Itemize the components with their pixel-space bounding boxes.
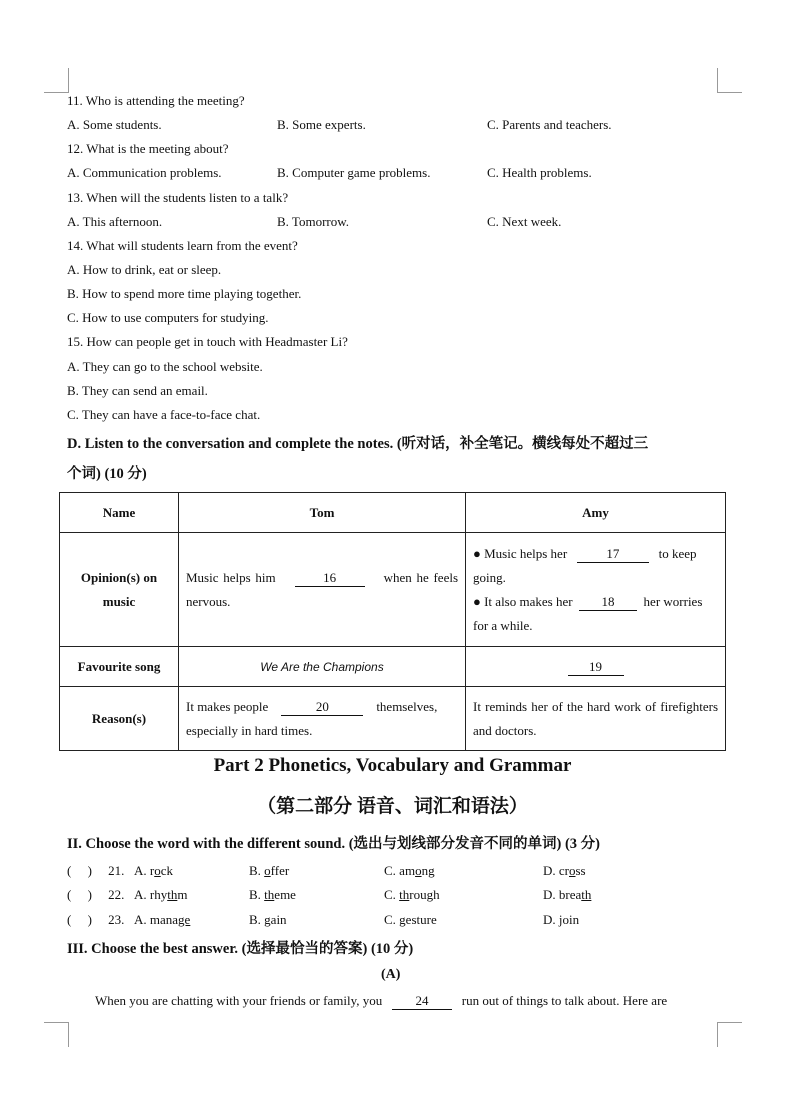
text: A. rhy [134,887,168,902]
option: B. How to spend more time playing together. [67,286,302,301]
text: ● It also makes her [473,593,573,609]
question-number-21: ( ) 21. [67,863,125,878]
underlined-letters: ge [178,912,191,927]
phonetic-option [384,912,437,928]
option: B. Some experts. [277,117,366,132]
phonetic-option [249,912,287,928]
text: ck [160,863,173,878]
amy-opinion [466,533,726,647]
part2-title: Part 2 Phonetics, Vocabulary and Grammar [213,755,572,776]
option: C. Parents and teachers. [487,117,612,132]
text: D. [543,912,559,927]
passage-label: (A) [381,967,401,982]
underlined-letters: g [399,912,406,927]
option: A. They can go to the school website. [67,359,263,374]
underlined-letters: th [167,887,178,902]
option: C. Health problems. [487,165,592,180]
text: her worries for a while. [473,593,703,633]
tom-song: We Are the Champions [179,647,466,687]
section-d-heading-cont: 个词) (10 分) [67,466,147,482]
text: ain [270,912,287,927]
blank-16: 16 [295,570,365,587]
section-ii-heading: II. Choose the word with the different sound. (选出与划线部分发音不同的单词) (3 分) [67,836,601,852]
header-amy: Amy [466,493,726,533]
phonetic-option [134,887,187,903]
underlined-letters: j [558,912,563,927]
option: C. How to use computers for studying. [67,310,269,325]
text: When you are chatting with your friends or family, you [95,993,383,1008]
text: ng [421,863,435,878]
text: ss [575,863,586,878]
amy-song [466,647,726,687]
option: C. They can have a face-to-face chat. [67,407,261,422]
text: B. [249,887,265,902]
blank-20: 20 [281,699,363,716]
text: eme [274,887,296,902]
text: ffer [270,863,290,878]
text: C. [384,887,400,902]
option: A. How to drink, eat or sleep. [67,262,222,277]
phonetic-option [249,863,289,879]
phonetic-option [249,887,296,903]
text: It makes people [186,698,269,714]
question-12: 12. What is the meeting about? [67,141,229,156]
text: themselves, especially in hard times. [186,698,438,738]
option: B. They can send an email. [67,383,208,398]
notes-table [59,492,726,751]
question-number-22: ( ) 22. [67,887,125,902]
text: A. mana [134,912,179,927]
underlined-letters: g [264,912,271,927]
header-tom: Tom [179,493,466,533]
underlined-letters: o [569,863,576,878]
amy-reason: It reminds her of the hard work of firefighters and doctors. [466,687,726,751]
text: rough [409,887,440,902]
row-label: Reason(s) [60,687,179,751]
crop-mark [44,1022,69,1047]
question-11: 11. Who is attending the meeting? [67,93,245,108]
section-d-heading: D. Listen to the conversation and complete the notes. (听对话，补全笔记。横线每处不超过三 [67,436,649,452]
option: A. This afternoon. [67,214,163,229]
header-name: Name [60,493,179,533]
blank-24: 24 [392,993,452,1010]
option: B. Computer game problems. [277,165,431,180]
text: A. r [134,863,155,878]
phonetic-option [134,863,173,879]
crop-mark [44,68,69,93]
text: esture [405,912,437,927]
text: D. brea [543,887,582,902]
blank-17: 17 [577,546,649,563]
blank-19: 19 [568,659,624,676]
text: m [177,887,188,902]
underlined-letters: th [581,887,592,902]
text: Music helps him [186,569,276,585]
option: B. Tomorrow. [277,214,350,229]
underlined-letters: o [415,863,422,878]
row-label: Opinion(s) on music [60,533,179,647]
part2-subtitle: （第二部分 语音、词汇和语法） [257,796,528,817]
question-number-23: ( ) 23. [67,912,125,927]
phonetic-option [134,912,190,928]
question-13: 13. When will the students listen to a talk? [67,190,289,205]
passage-line [95,993,667,1010]
underlined-letters: o [154,863,161,878]
phonetic-option [543,887,591,903]
text: B. [249,863,265,878]
text: D. cr [543,863,569,878]
question-15: 15. How can people get in touch with Headmaster Li? [67,334,348,349]
text: ● Music helps her [473,545,568,561]
text: oin [562,912,580,927]
underlined-letters: th [399,887,410,902]
text: run out of things to talk about. Here are [461,993,668,1008]
question-14: 14. What will students learn from the event? [67,238,298,253]
underlined-letters: th [264,887,275,902]
blank-18: 18 [579,594,637,611]
text: to keep going. [473,545,697,585]
text: when he feels nervous. [186,569,459,609]
tom-opinion [179,533,466,647]
phonetic-option [543,863,586,879]
tom-reason [179,687,466,751]
crop-mark [717,1022,742,1047]
phonetic-option [384,887,440,903]
section-iii-heading: III. Choose the best answer. (选择最恰当的答案) (10 分) [67,941,414,957]
underlined-letters: o [264,863,271,878]
option: C. Next week. [487,214,562,229]
text: C. am [384,863,416,878]
phonetic-option [543,912,579,928]
phonetic-option [384,863,435,879]
row-label: Favourite song [60,647,179,687]
text: C. [384,912,400,927]
option: A. Communication problems. [67,165,222,180]
text: B. [249,912,265,927]
option: A. Some students. [67,117,162,132]
crop-mark [717,68,742,93]
